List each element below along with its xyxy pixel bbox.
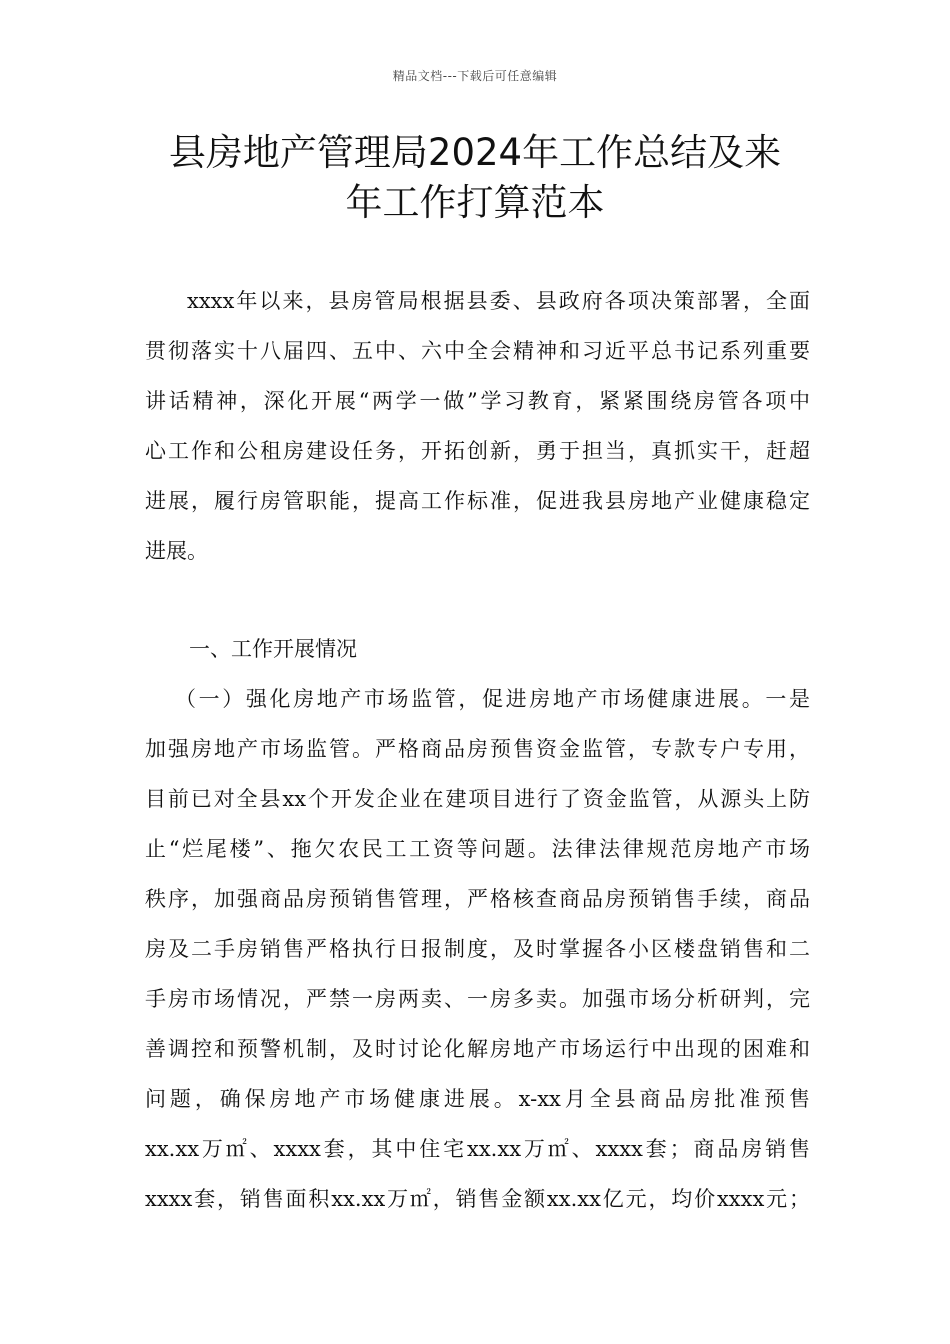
section-line: （一）强化房地产市场监管，促进房地产市场健康进展。一是 [175,687,810,711]
intro-line: xxxx年以来，县房管局根据县委、县政府各项决策部署，全面 [187,289,810,313]
section-line: 目前已对全县xx个开发企业在建项目进行了资金监管，从源头上防 [145,787,810,811]
section-heading: 一、工作开展情况 [189,637,357,661]
intro-line: 讲话精神，深化开展“两学一做”学习教育，紧紧围绕房管各项中 [145,389,810,413]
section-line: 秩序，加强商品房预销售管理，严格核查商品房预销售手续，商品 [145,887,810,911]
section-line: xxxx套，销售面积xx.xx万㎡，销售金额xx.xx亿元，均价xxxx元； [145,1187,810,1211]
section-line: xx.xx万㎡、xxxx套，其中住宅xx.xx万㎡、xxxx套；商品房销售 [145,1137,810,1161]
section-line: 问题，确保房地产市场健康进展。x-xx月全县商品房批准预售 [145,1087,810,1111]
page-header: 精品文档---下载后可任意编辑 [392,69,558,83]
title-line-2: 年工作打算范本 [345,181,605,224]
intro-line: 心工作和公租房建设任务，开拓创新，勇于担当，真抓实干，赶超 [145,439,810,463]
section-line: 房及二手房销售严格执行日报制度，及时掌握各小区楼盘销售和二 [145,937,810,961]
section-line: 加强房地产市场监管。严格商品房预售资金监管，专款专户专用， [145,737,810,761]
intro-line: 进展。 [145,539,208,563]
section-line: 善调控和预警机制，及时讨论化解房地产市场运行中出现的困难和 [145,1037,810,1061]
section-line: 手房市场情况，严禁一房两卖、一房多卖。加强市场分析研判，完 [145,987,810,1011]
title-line-1: 县房地产管理局2024年工作总结及来 [168,131,782,174]
document-title [0,128,950,228]
intro-line: 贯彻落实十八届四、五中、六中全会精神和习近平总书记系列重要 [145,339,810,363]
section-line: 止“烂尾楼”、拖欠农民工工资等问题。法律法律规范房地产市场 [145,837,810,861]
intro-line: 进展，履行房管职能，提高工作标准，促进我县房地产业健康稳定 [145,489,810,513]
